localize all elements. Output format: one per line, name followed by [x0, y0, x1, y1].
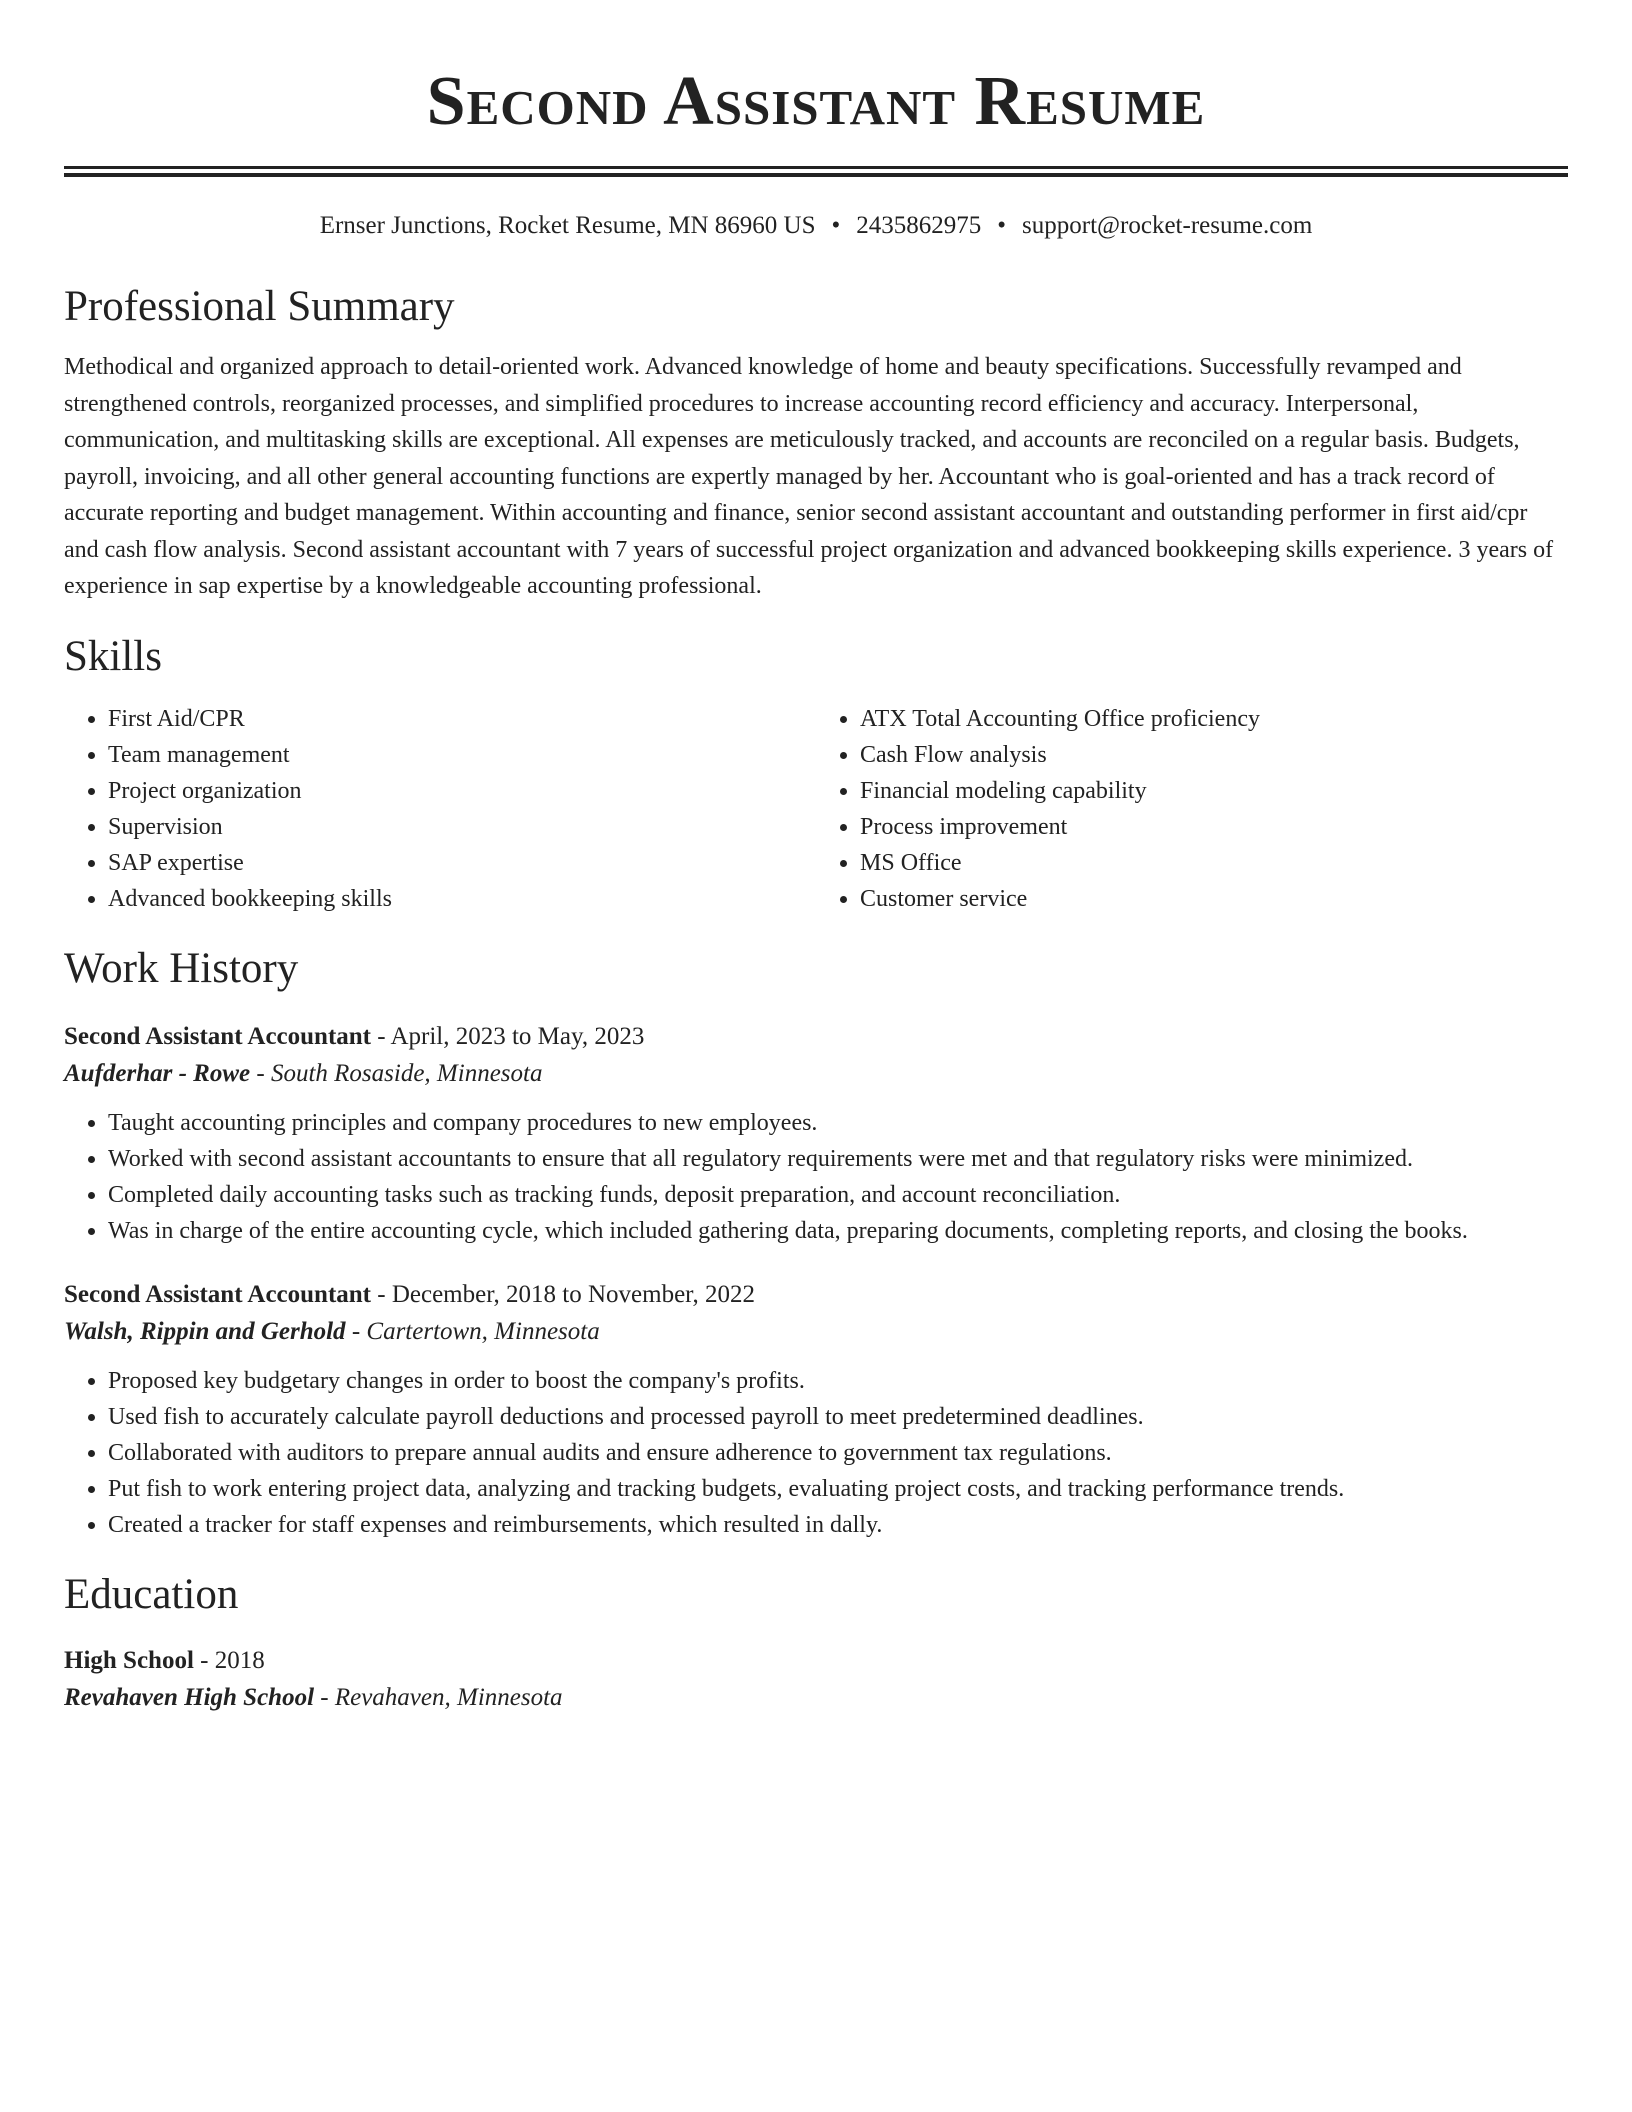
professional-summary-section — [64, 281, 1568, 605]
job-title-line — [64, 1277, 1568, 1313]
section-heading-education: Education — [64, 1570, 239, 1618]
contact-phone: 2435862975 — [856, 212, 982, 239]
degree: High School — [64, 1646, 194, 1674]
dash: - — [345, 1317, 367, 1345]
job-bullet: • Proposed key budgetary changes in order to boost the company's profits. — [108, 1363, 1568, 1399]
contact-email: support@rocket-resume.com — [1022, 212, 1313, 239]
contact-separator: • — [831, 212, 841, 239]
title-double-rule — [64, 166, 1568, 177]
job-entry — [64, 1019, 1568, 1249]
contact-separator: • — [997, 212, 1007, 239]
job-dates: December, 2018 to November, 2022 — [391, 1280, 755, 1308]
school-name: Revahaven High School — [64, 1683, 315, 1711]
degree-line — [64, 1643, 1568, 1679]
contact-line — [64, 209, 1568, 243]
school-location: Revahaven, Minnesota — [334, 1683, 563, 1711]
education-entry — [64, 1643, 1568, 1717]
skill-item: • Process improvement — [860, 809, 1568, 845]
skill-item: • First Aid/CPR — [108, 701, 816, 737]
skill-item: • Advanced bookkeeping skills — [108, 881, 816, 917]
contact-address: Ernser Junctions, Rocket Resume, MN 86960 US — [319, 212, 816, 239]
dash: - — [314, 1683, 335, 1711]
dash: - — [193, 1646, 215, 1674]
job-entry — [64, 1277, 1568, 1543]
job-bullet: • Put fish to work entering project data, analyzing and tracking budgets, evaluating project costs, and tracking performance trends. — [108, 1471, 1568, 1507]
company-location: Cartertown, Minnesota — [366, 1317, 600, 1345]
skills-list-left — [64, 701, 816, 917]
job-bullets — [64, 1363, 1568, 1543]
dash: - — [371, 1280, 392, 1308]
graduation-year: 2018 — [214, 1646, 265, 1674]
work-history-section — [64, 943, 1568, 1543]
job-bullet: • Created a tracker for staff expenses and reimbursements, which resulted in dally. — [108, 1507, 1568, 1543]
school-line — [64, 1679, 1568, 1717]
job-title: Second Assistant Accountant — [64, 1022, 371, 1050]
job-bullet: • Was in charge of the entire accounting cycle, which included gathering data, preparing documents, completing reports, and closing the books. — [108, 1213, 1568, 1249]
job-bullet: • Collaborated with auditors to prepare annual audits and ensure adherence to government tax regulations. — [108, 1435, 1568, 1471]
section-heading-skills: Skills — [64, 632, 162, 680]
skill-item: • Financial modeling capability — [860, 773, 1568, 809]
skill-item: • SAP expertise — [108, 845, 816, 881]
job-bullet: • Completed daily accounting tasks such as tracking funds, deposit preparation, and account reconciliation. — [108, 1177, 1568, 1213]
skill-item: • Customer service — [860, 881, 1568, 917]
skills-list-right — [816, 701, 1568, 917]
job-title: Second Assistant Accountant — [64, 1280, 371, 1308]
skill-item: • Team management — [108, 737, 816, 773]
job-dates: April, 2023 to May, 2023 — [390, 1022, 645, 1050]
company-name: Walsh, Rippin and Gerhold — [64, 1317, 346, 1345]
job-bullets — [64, 1105, 1568, 1249]
company-line — [64, 1055, 1568, 1093]
education-section — [64, 1569, 1568, 1717]
company-name: Aufderhar - Rowe — [64, 1059, 251, 1087]
dash: - — [371, 1022, 391, 1050]
job-bullet: • Worked with second assistant accountants to ensure that all regulatory requirements were met and that regulatory risks were minimized. — [108, 1141, 1568, 1177]
skill-item: • ATX Total Accounting Office proficiency — [860, 701, 1568, 737]
company-location: South Rosaside, Minnesota — [270, 1059, 543, 1087]
job-bullet: • Taught accounting principles and company procedures to new employees. — [108, 1105, 1568, 1141]
skill-item: • MS Office — [860, 845, 1568, 881]
skill-item: • Supervision — [108, 809, 816, 845]
section-heading-work: Work History — [64, 944, 299, 992]
skill-item: • Project organization — [108, 773, 816, 809]
summary-text: Methodical and organized approach to detail-oriented work. Advanced knowledge of home and beauty specifications. Successfully revamped and strengthened controls, reorganized processes, and simplified procedures to increase accounting record efficiency and accuracy. Interpersonal, communication, and multitasking skills are exceptional. All expenses are meticulously tracked, and accounts are reconciled on a regular basis. Budgets, payroll, invoicing, and all other general accounting functions are expertly managed by her. Accountant who is goal-oriented and has a track record of accurate reporting and budget management. Within accounting and finance, senior second assistant accountant and outstanding performer in first aid/cpr and cash flow analysis. Second assistant accountant with 7 years of successful project organization and advanced bookkeeping skills experience. 3 years of experience in sap expertise by a knowledgeable accounting professional. — [64, 354, 1554, 599]
skills-columns — [64, 701, 1568, 917]
section-heading-summary: Professional Summary — [64, 283, 455, 330]
dash: - — [250, 1059, 271, 1087]
resume-title: Second Assistant Resume — [426, 63, 1206, 140]
skill-item: • Cash Flow analysis — [860, 737, 1568, 773]
job-title-line — [64, 1019, 1568, 1055]
skills-section — [64, 631, 1568, 917]
job-bullet: • Used fish to accurately calculate payroll deductions and processed payroll to meet predetermined deadlines. — [108, 1399, 1568, 1435]
company-line — [64, 1313, 1568, 1351]
